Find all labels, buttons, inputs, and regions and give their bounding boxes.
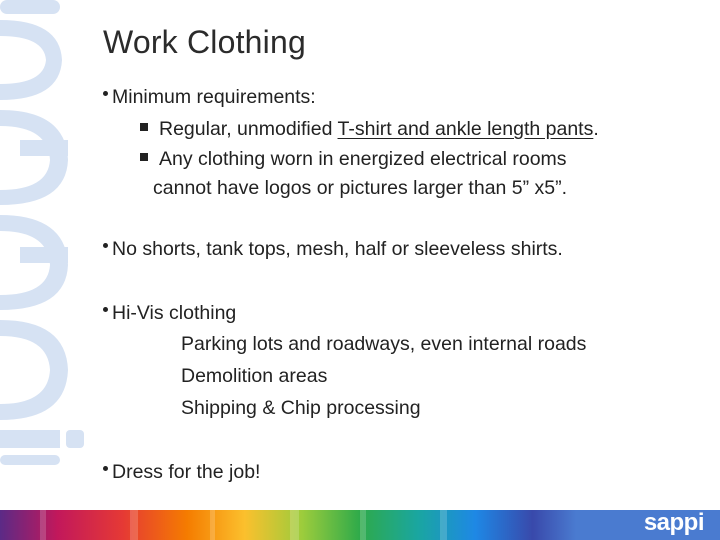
sub-bullet-regular [140,118,599,141]
bullet-dress [103,461,260,484]
bullet-no-shorts [103,238,563,261]
bullet-text: Minimum requirements: [112,86,316,108]
bullet-dot-icon [103,243,108,248]
bullet-dot-icon [103,466,108,471]
slide-title: Work Clothing [103,24,306,60]
square-bullet-icon [140,123,148,131]
bullet-text: Dress for the job! [112,461,261,483]
hi-vis-item: Parking lots and roadways, even internal roads [181,333,587,355]
sub-bullet-continuation: cannot have logos or pictures larger than 5” x5”. [153,177,568,199]
bullet-dot-icon [103,91,108,96]
square-bullet-icon [140,153,148,161]
bullet-minimum-requirements [103,86,316,109]
sub-bullet-text: Regular, unmodified T-shirt and ankle length pants. [159,118,599,140]
side-brand-graphic [0,0,90,510]
sub-bullet-electrical-rooms [140,148,567,171]
brand-logo: sappi [643,509,704,536]
bullet-hi-vis [103,302,236,325]
sub-bullet-text: Any clothing worn in energized electrical rooms [159,148,567,170]
footer-color-band [0,510,720,540]
bullet-dot-icon [103,307,108,312]
bullet-text: Hi-Vis clothing [112,302,237,324]
hi-vis-item: Demolition areas [181,365,328,387]
hi-vis-item: Shipping & Chip processing [181,397,421,419]
bullet-text: No shorts, tank tops, mesh, half or sleeveless shirts. [112,238,563,260]
